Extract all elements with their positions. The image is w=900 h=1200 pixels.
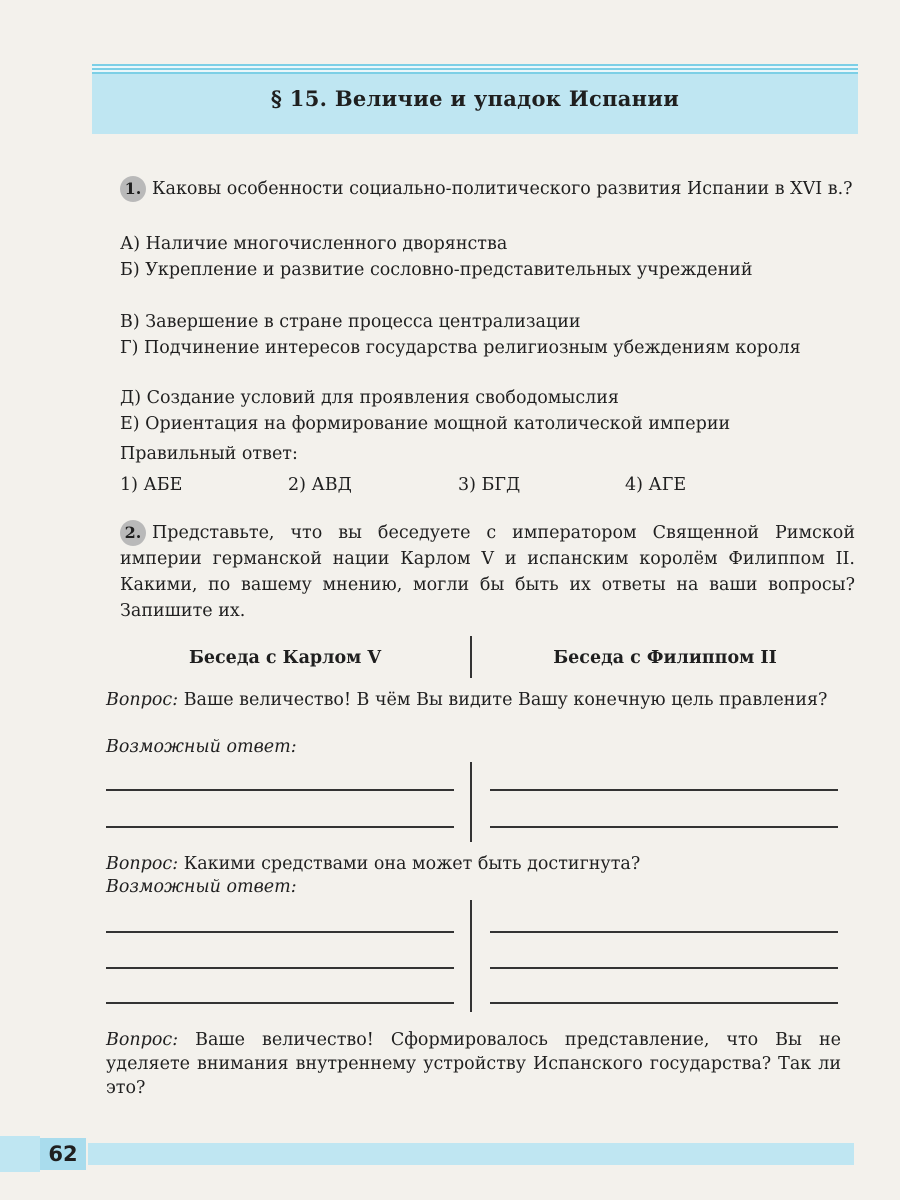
section-title: § 15. Величие и упадок Испании (270, 86, 680, 111)
answer-line-philip[interactable] (490, 931, 838, 933)
conversation-question-3 (106, 1028, 841, 1100)
conversation-question-2-text: Какими средствами она может быть достигнута? (183, 854, 641, 874)
header-stripes (92, 64, 858, 74)
footer-left-band (0, 1136, 40, 1172)
answer-choice-4[interactable]: 4) АГЕ (625, 475, 687, 495)
question-2-number: 2. (120, 520, 146, 546)
question-2 (120, 520, 855, 624)
question-label: Вопрос: (106, 690, 179, 710)
possible-answer-label-2: Возможный ответ: (106, 877, 297, 897)
column-header-charles: Беседа с Карлом V (188, 648, 382, 668)
footer-band (88, 1143, 854, 1165)
conversation-question-1-text: Ваше величество! В чём Вы видите Вашу конечную цель правления? (183, 690, 828, 710)
column-header-philip: Беседа с Филиппом II (553, 648, 777, 668)
answer-choice-2[interactable]: 2) АВД (288, 475, 352, 495)
question-label: Вопрос: (106, 1030, 179, 1050)
conversation-question-1 (106, 688, 841, 712)
option-a: А) Наличие многочисленного дворянства (120, 234, 508, 254)
answer-divider-2 (470, 900, 472, 1012)
option-d: Г) Подчинение интересов государства религиозным убеждениям короля (120, 338, 801, 358)
conversation-question-2 (106, 852, 841, 877)
answer-line-charles[interactable] (106, 1002, 454, 1004)
answer-choice-1[interactable]: 1) АБЕ (120, 475, 183, 495)
answer-line-philip[interactable] (490, 1002, 838, 1004)
answer-line-philip[interactable] (490, 967, 838, 969)
option-b: Б) Укрепление и развитие сословно-представительных учреждений (120, 260, 753, 280)
question-1-number: 1. (120, 176, 146, 202)
page-number: 62 (40, 1138, 86, 1170)
option-c: В) Завершение в стране процесса централизации (120, 312, 581, 332)
answer-line-philip[interactable] (490, 789, 838, 791)
answer-line-philip[interactable] (490, 826, 838, 828)
answer-line-charles[interactable] (106, 789, 454, 791)
answer-label: Правильный ответ: (120, 444, 298, 464)
answer-line-charles[interactable] (106, 931, 454, 933)
answer-divider-1 (470, 762, 472, 842)
question-1 (120, 176, 855, 202)
possible-answer-label-1: Возможный ответ: (106, 737, 297, 757)
answer-line-charles[interactable] (106, 967, 454, 969)
option-f: Е) Ориентация на формирование мощной католической империи (120, 414, 731, 434)
answer-line-charles[interactable] (106, 826, 454, 828)
question-label: Вопрос: (106, 854, 179, 874)
header-divider (470, 636, 472, 678)
answer-choice-3[interactable]: 3) БГД (458, 475, 521, 495)
question-2-text: Представьте, что вы беседуете с императором Священной Римской империи германской нации Карлом V и испанским королём Филиппом II. Какими, по вашему мнению, могли бы быть их ответы на ваши вопросы? Запишите их. (120, 523, 855, 621)
option-e: Д) Создание условий для проявления свободомыслия (120, 388, 619, 408)
question-1-text: Каковы особенности социально-политического развития Испании в XVI в.? (152, 179, 853, 199)
conversation-question-3-text: Ваше величество! Сформировалось представление, что Вы не уделяете внимания внутреннему устройству Испанского государства? Так ли это? (106, 1030, 841, 1098)
